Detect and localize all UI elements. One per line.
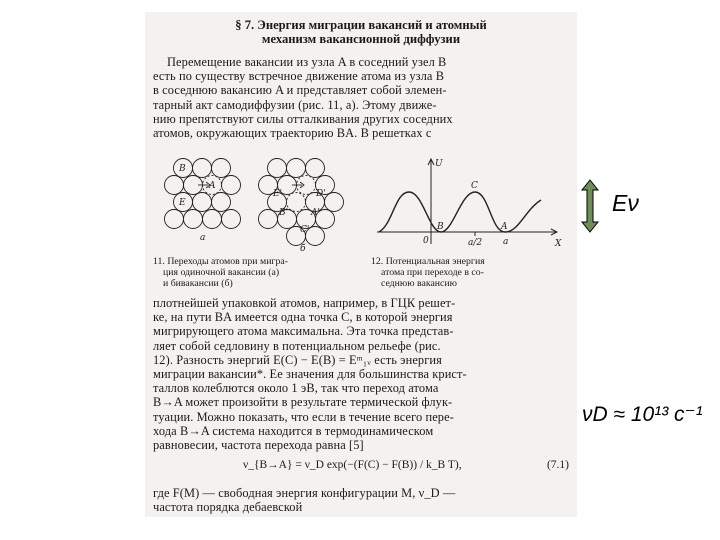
text-line: мигрирующего атома максимальна. Эта точка представ- [153,324,454,339]
tick-half-a: a/2 [468,238,483,248]
origin-label: 0 [423,236,429,246]
text-line: туации. Можно показать, что если в течение всего пере- [153,409,454,424]
text-line: таллов колеблются около 1 эВ, так что переход атома [153,381,439,396]
atom-label: D' [316,189,326,199]
section-heading-line2: механизм вакансионной диффузии [261,32,461,46]
atom-label: C' [300,225,310,235]
figure-11-atom-lattices [150,152,370,252]
paragraph-3 [153,486,569,514]
lattice-a [165,159,241,229]
text-line: B→A может произойти в результате термической флук- [153,395,453,410]
x-axis-label: X [555,239,562,249]
point-a-label: A [501,222,508,232]
figure-sublabel-b: б [300,244,306,252]
equation-body: ν_{B→A} = ν_D exp(−(F(C) − F(B)) / k_B T), [243,459,462,471]
text-line: атомов, окружающих траекторию BA. В решетках с [153,126,432,141]
text-line: хода B→A система находится в термодинамическом [153,423,434,438]
text-line: миграции вакансии*. Ее значения для большинства крист- [153,367,467,382]
atom-label: B [179,164,186,174]
scanned-page [145,12,577,517]
text-line: частота порядка дебаевской [153,500,303,515]
caption-line: 11. Переходы атомов при мигра- [153,256,288,267]
point-b-label: B [437,222,444,232]
text-line: нию препятствуют силы отталкивания других соседних [153,111,453,126]
text-line: 12). Разность энергий E(C) − E(B) = Eᵐ₁ᵥ есть энергия [153,352,442,367]
equation-number: (7.1) [546,459,569,471]
energy-label: Eν [612,190,639,216]
tick-a: a [503,237,509,247]
paragraph-2 [153,296,569,452]
debye-frequency-label: νD ≈ 10¹³ с⁻¹ [582,403,703,426]
point-c-label: C [471,181,478,191]
text-line: равновесии, частота перехода равна [5] [153,438,364,453]
potential-curve [379,192,541,232]
text-line: плотнейшей упаковкой атомов, например, в ГЦК решет- [153,296,456,310]
figure-12-potential-curve [367,152,567,252]
text-line: ляет собой седловину в потенциальном рельефе (рис. [153,338,441,353]
atom-label: A' [311,208,320,218]
figure-11-caption [153,256,353,289]
text-line: где F(M) — свободная энергия конфигурации M, ν_D — [153,486,456,500]
caption-line: атома при переходе в со- [381,267,484,278]
text-line: есть по существу встречное движение атома из узла B [153,69,445,84]
atom-label: A [209,181,216,191]
caption-line: ция одиночной вакансии (a) [163,267,280,278]
text-line: Перемещение вакансии из узла A в соседний узел B [167,55,447,69]
double-headed-arrow [578,178,602,234]
text-line: ке, на пути BA имеется одна точка C, в которой энергия [153,310,453,325]
section-heading: § 7. Энергия миграции вакансий и атомный [235,18,487,32]
caption-line: седнюю вакансию [381,278,457,289]
atom-label: E' [273,189,283,199]
equation-7-1 [153,459,569,479]
text-line: в соседнюю вакансию A и представляет собой элемен- [153,83,447,98]
caption-line: и бивакансии (б) [163,278,233,289]
atom-label: E [179,198,186,208]
figure-sublabel-a: a [200,233,206,243]
y-axis-label: U [435,159,443,169]
paragraph-1 [153,55,569,140]
text-line: тарный акт самодиффузии (рис. 11, a). Этому движе- [153,97,437,112]
atom-label: B' [279,208,289,218]
figure-12-caption [371,256,571,289]
caption-line: 12. Потенциальная энергия [371,256,485,267]
